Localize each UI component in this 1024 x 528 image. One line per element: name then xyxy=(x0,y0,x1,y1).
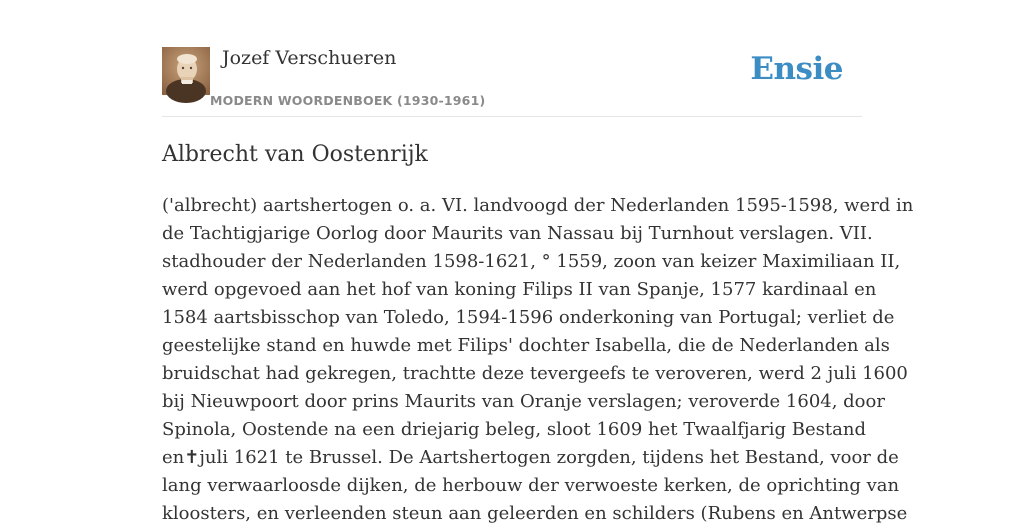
body-line: Spinola, Oostende na een driejarig beleg, sloot 1609 het Twaalfjarig Bestand xyxy=(162,419,866,440)
body-line: stadhouder der Nederlanden 1598-1621, ° 1559, zoon van keizer Maximiliaan II, xyxy=(162,251,901,272)
source-label[interactable]: MODERN WOORDENBOEK (1930-1961) xyxy=(210,93,486,108)
page xyxy=(162,0,914,524)
entry-body xyxy=(162,192,914,528)
body-line: 1584 aartsbisschop van Toledo, 1594-1596 onderkoning van Portugal; verliet de xyxy=(162,307,895,328)
body-line: bruidschat had gekregen, trachtte deze tevergeefs te veroveren, werd 2 juli 1600 xyxy=(162,363,908,384)
body-line: geestelijke stand en huwde met Filips' dochter Isabella, die de Nederlanden als xyxy=(162,335,890,356)
body-line: bij Nieuwpoort door prins Maurits van Oranje verslagen; veroverde 1604, door xyxy=(162,391,885,412)
author-avatar[interactable] xyxy=(162,47,210,95)
body-line: en✝juli 1621 te Brussel. De Aartshertogen zorgden, tijdens het Bestand, voor de xyxy=(162,447,899,468)
header xyxy=(162,0,862,117)
body-line: werd opgevoed aan het hof van koning Filips II van Spanje, 1577 kardinaal en xyxy=(162,279,877,300)
body-line: de Tachtigjarige Oorlog door Maurits van Nassau bij Turnhout verslagen. VII. xyxy=(162,223,873,244)
ensie-logo[interactable]: Ensie xyxy=(750,51,843,87)
portrait-icon xyxy=(162,47,210,95)
body-line: lang verwaarloosde dijken, de herbouw der verwoeste kerken, de oprichting van xyxy=(162,475,900,496)
body-line: ('albrecht) aartshertogen o. a. VI. landvoogd der Nederlanden 1595-1598, werd in xyxy=(162,195,914,216)
author-name[interactable]: Jozef Verschueren xyxy=(222,47,397,69)
body-line: kloosters, en verleenden steun aan geleerden en schilders (Rubens en Antwerpse xyxy=(162,503,908,524)
entry-title: Albrecht van Oostenrijk xyxy=(162,142,428,167)
